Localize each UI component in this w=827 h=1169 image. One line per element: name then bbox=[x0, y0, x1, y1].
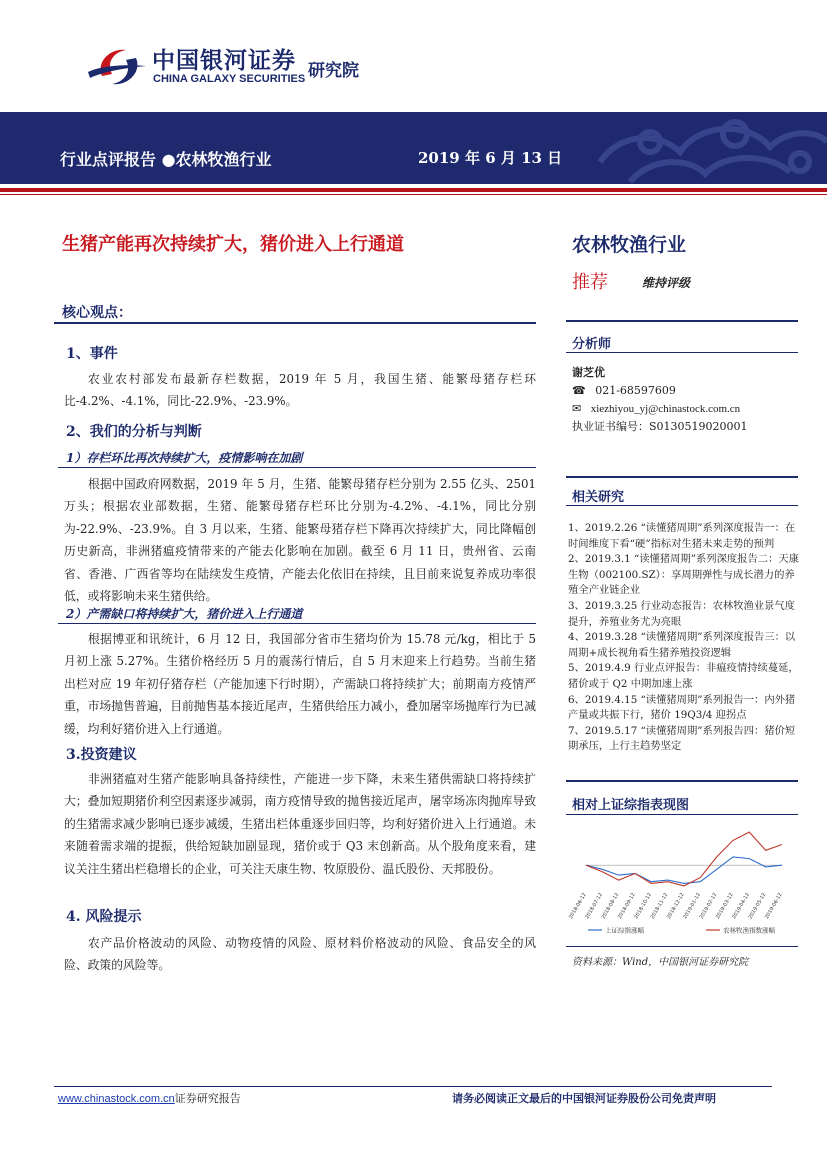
analyst-top-rule bbox=[566, 320, 798, 322]
chart-tick-label: 2018-11-12 bbox=[649, 892, 670, 921]
core-view-heading: 核心观点： bbox=[62, 305, 132, 321]
chart-source: 资料来源：Wind，中国银河证券研究院 bbox=[572, 957, 749, 968]
chart-tick-label: 2018-08-12 bbox=[600, 892, 621, 921]
footer-rule bbox=[54, 1086, 772, 1087]
section-4-paragraph: 农产品价格波动的风险、动物疫情的风险、原材料价格波动的风险、食品安全的风险、政策的风险等。 bbox=[64, 936, 536, 973]
industry-title: 农林牧渔行业 bbox=[572, 234, 687, 256]
rating-label: 维持评级 bbox=[642, 276, 691, 290]
chart-tick-label: 2019-03-12 bbox=[715, 892, 735, 921]
chart-heading: 相对上证综指表现图 bbox=[572, 798, 690, 813]
chart-legend-label: 农林牧渔指数涨幅 bbox=[723, 926, 775, 935]
related-list bbox=[568, 521, 800, 755]
footer-disclaimer: 请务必阅读正文最后的中国银河证券股份公司免责声明 bbox=[452, 1092, 716, 1105]
company-name-cn: 中国银河证券 bbox=[152, 48, 296, 74]
company-name-en: CHINA GALAXY SECURITIES bbox=[153, 73, 306, 85]
recommend-label: 推荐 bbox=[572, 272, 608, 293]
email-icon: ✉ bbox=[572, 402, 582, 415]
source-rule bbox=[566, 946, 798, 947]
section-2a-rule bbox=[58, 467, 536, 468]
chart-tick-label: 2018-10-12 bbox=[633, 892, 654, 921]
chart-legend bbox=[588, 926, 776, 935]
chart-lines bbox=[586, 832, 782, 886]
report-title: 生猪产能再次持续扩大，猪价进入上行通道 bbox=[62, 234, 404, 255]
section-3-paragraph: 非洲猪瘟对生猪产能影响具备持续性，产能进一步下降，未来生猪供需缺口将持续扩大；叠加短期猪价利空因素逐步减弱，南方疫情导致的抛售接近尾声，屠宰场冻肉抛库导致的生猪需求减少影响已逐步减缓，生猪出栏体重逐步回归等，均利好猪价进入上行通道。未来随着需求端的提振，供给短缺加剧显现，猪价或于 Q3 末创新高。从个股角度来看，建议关注生猪出栏稳增长的企业，可关注天康生物、牧原股份、温氏股份、天邦股份。 bbox=[64, 772, 536, 876]
report-type: 行业点评报告 ●农林牧渔行业 bbox=[60, 150, 272, 169]
analyst-heading: 分析师 bbox=[572, 337, 612, 352]
phone-icon: ☎ bbox=[572, 384, 586, 397]
analyst-phone-row bbox=[572, 382, 798, 400]
section-2a-heading: 1）存栏环比再次持续扩大，疫情影响在加剧 bbox=[66, 451, 303, 465]
chart-tick-label: 2019-02-12 bbox=[698, 892, 719, 921]
analyst-rule bbox=[566, 352, 798, 353]
related-heading: 相关研究 bbox=[572, 490, 625, 505]
footer-report-label: 证券研究报告 bbox=[174, 1092, 241, 1105]
core-view-rule bbox=[54, 322, 536, 324]
chart-tick-label: 2019-04-12 bbox=[731, 892, 752, 921]
report-date: 2019 年 6 月 13 日 bbox=[418, 149, 563, 167]
chart-tick-label: 2018-07-12 bbox=[584, 892, 605, 921]
related-item[interactable]: 7、2019.5.17 “读懂猪周期”系列报告四：猪价短期承压，上行主趋势坚定 bbox=[568, 724, 796, 753]
section-1-paragraph: 农业农村部发布最新存栏数据，2019 年 5 月，我国生猪、能繁母猪存栏环比-4.2%、-4.1%，同比-22.9%、-23.9%。 bbox=[64, 372, 536, 409]
related-item[interactable]: 6、2019.4.15 “读懂猪周期”系列报告一：内外猪产量或共振下行，猪价 19Q3/4 迎拐点 bbox=[568, 693, 796, 722]
section-2b-rule bbox=[58, 623, 536, 624]
related-item[interactable]: 4、2019.3.28 “读懂猪周期”系列深度报告三：以周期+成长视角看生猪养殖投资逻辑 bbox=[568, 631, 796, 659]
section-1-heading: 1、事件 bbox=[66, 346, 118, 362]
analyst-name: 谢芝优 bbox=[572, 366, 605, 379]
chart-tick-label: 2018-12-12 bbox=[666, 892, 686, 921]
chart-rule bbox=[566, 814, 798, 815]
related-item[interactable]: 1、2019.2.26 “读懂猪周期”系列深度报告一：在时间维度下看“硬”指标对生猪未来走势的预判 bbox=[568, 522, 796, 550]
related-item[interactable]: 3、2019.3.25 行业动态报告：农林牧渔业景气度提升，养殖业务尤为亮眼 bbox=[568, 599, 795, 628]
section-2b-heading: 2）产需缺口将持续扩大，猪价进入上行通道 bbox=[66, 607, 303, 621]
chart-tick-label: 2019-01-12 bbox=[682, 892, 703, 921]
related-item[interactable]: 5、2019.4.9 行业点评报告：非瘟疫情持续蔓延，猪价或于 Q2 中期加速上涨 bbox=[568, 662, 799, 690]
footer-left bbox=[58, 1090, 241, 1106]
related-rule bbox=[566, 505, 798, 506]
chart-ticks bbox=[568, 892, 784, 920]
institute-label: 研究院 bbox=[308, 61, 359, 81]
chart-series-line bbox=[586, 832, 782, 886]
section-2b-paragraph: 根据博亚和讯统计，6 月 12 日，我国部分省市生猪均价为 15.78 元/kg，相比于 5 月初上涨 5.27%。生猪价格经历 5 月的震荡行情后，自 5 月末迎来上行趋势。当前生猪出栏对应 19 年初仔猪存栏（产能加速下行时期），产需缺口将持续扩大；前期南方疫情严重，市场抛售普遍，目前抛售基本接近尾声，生猪供给压力减小，叠加屠宰场抛库行为已减缓，均利好猪价进入上行通道。 bbox=[64, 632, 536, 736]
header-divider bbox=[0, 188, 827, 192]
performance-chart bbox=[568, 822, 794, 940]
chart-tick-label: 2019-05-12 bbox=[747, 892, 768, 921]
footer-website-link[interactable]: www.chinastock.com.cn bbox=[58, 1093, 175, 1105]
chart-series-line bbox=[586, 857, 782, 884]
section-3-heading: 3.投资建议 bbox=[66, 747, 137, 763]
related-item[interactable]: 2、2019.3.1 “读懂猪周期”系列深度报告二：天康生物（002100.SZ）：享周期弹性与成长潜力的养殖全产业链企业 bbox=[568, 553, 799, 597]
chart-top-rule bbox=[566, 780, 798, 782]
section-2-heading: 2、我们的分析与判断 bbox=[66, 424, 202, 440]
galaxy-logo-icon bbox=[66, 36, 146, 98]
chart-tick-label: 2018-09-12 bbox=[617, 892, 637, 921]
section-2a-paragraph: 根据中国政府网数据，2019 年 5 月，生猪、能繁母猪存栏分别为 2.55 亿头、2501 万头；根据农业部数据，生猪、能繁母猪存栏环比分别为-4.2%、-4.1%，同比分别为-22.9%、-23.9%。自 3 月以来，生猪、能繁母猪存栏下降再次持续扩大，同比降幅创历史新高，非洲猪瘟疫情带来的产能去化影响在加剧。截至 6 月 11 日，贵州省、云南省、香港、广西省等均在陆续发生疫情，产能去化依旧在持续，且目前来说复养成功率很低，或将影响未来生猪供给。 bbox=[64, 477, 536, 604]
analyst-block bbox=[572, 364, 798, 436]
analyst-email[interactable]: xiezhiyou_yj@chinastock.com.cn bbox=[590, 403, 741, 415]
section-4-heading: 4. 风险提示 bbox=[66, 909, 142, 925]
chart-tick-label: 2018-06-12 bbox=[568, 892, 588, 921]
analyst-email-row bbox=[572, 400, 798, 418]
header-divider-thin bbox=[0, 194, 827, 195]
chart-legend-label: 上证综指涨幅 bbox=[605, 926, 644, 935]
analyst-phone: 021-68597609 bbox=[595, 384, 676, 397]
chart-tick-label: 2019-06-12 bbox=[764, 892, 784, 921]
analyst-license: 执业证书编号：S0130519020001 bbox=[572, 420, 748, 433]
related-top-rule bbox=[566, 476, 798, 478]
